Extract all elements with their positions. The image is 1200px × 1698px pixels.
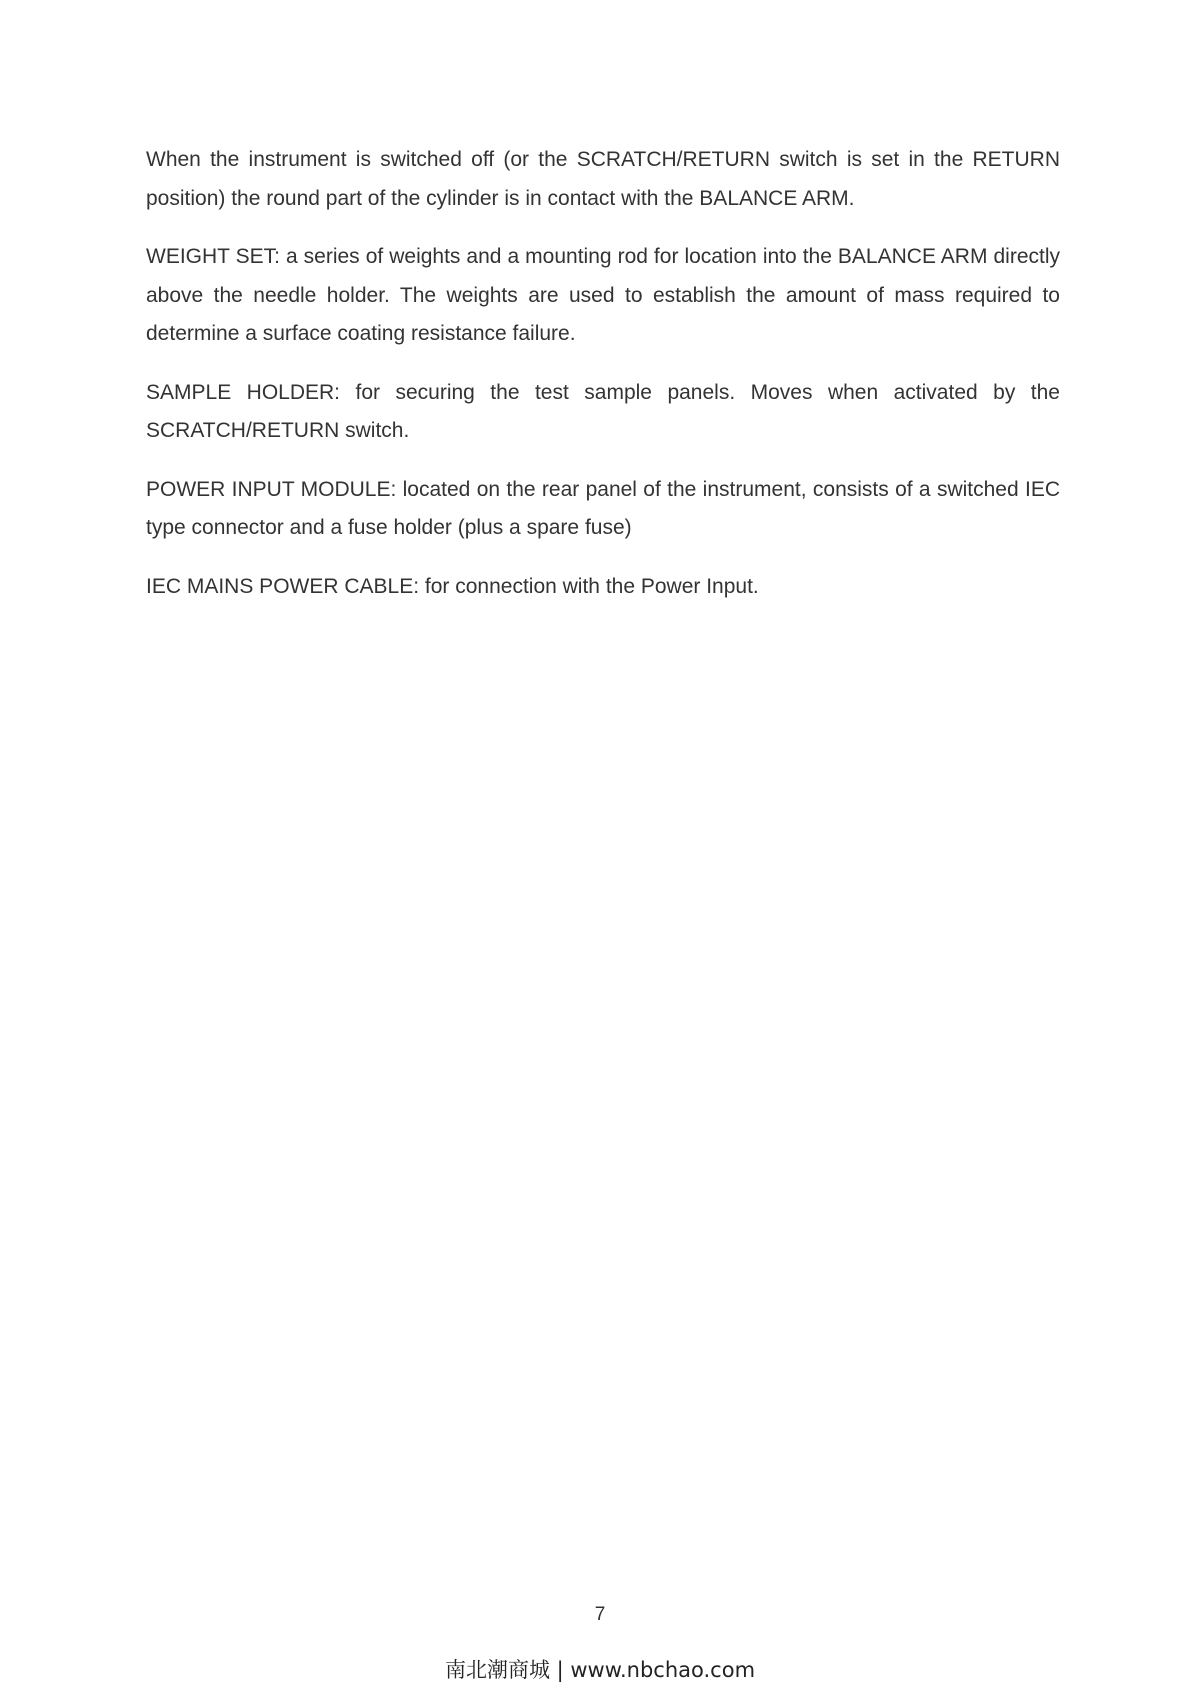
page-body — [146, 141, 1060, 626]
footer-watermark: 南北潮商城 | www.nbchao.com — [444, 1658, 756, 1682]
page-number: 7 — [594, 1604, 606, 1625]
paragraph-power-input-module: POWER INPUT MODULE: located on the rear panel of the instrument, consists of a switched IEC type connector and a fuse holder (plus a spare fuse) — [146, 477, 1060, 539]
paragraph-instrument-off: When the instrument is switched off (or the SCRATCH/RETURN switch is set in the RETURN position) the round part of the cylinder is in contact with the BALANCE ARM. — [146, 148, 1060, 210]
paragraph-iec-mains-power-cable: IEC MAINS POWER CABLE: for connection with the Power Input. — [146, 574, 759, 598]
paragraph-weight-set: WEIGHT SET: a series of weights and a mounting rod for location into the BALANCE ARM directly above the needle holder. The weights are used to establish the amount of mass required to determine a surface coating resistance failure. — [146, 245, 1060, 345]
paragraph-sample-holder: SAMPLE HOLDER: for securing the test sample panels. Moves when activated by the SCRATCH/RETURN switch. — [146, 380, 1060, 442]
